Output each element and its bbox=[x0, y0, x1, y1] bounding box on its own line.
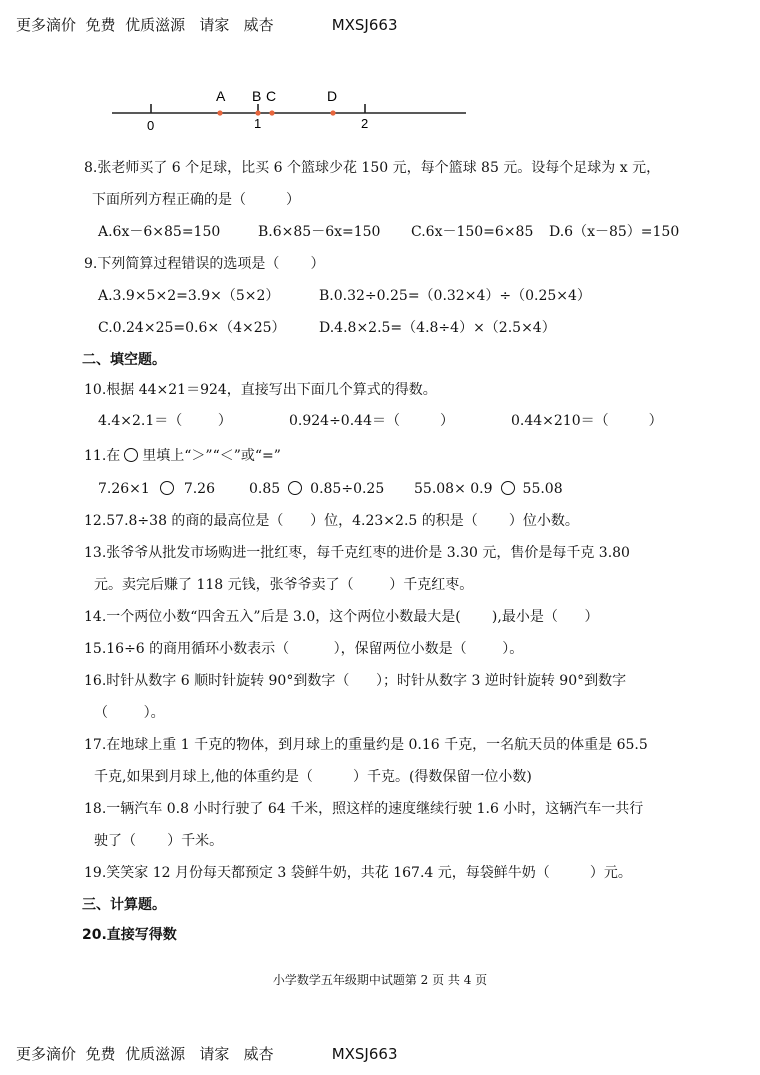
q11-item-2-left: 0.85 bbox=[249, 481, 281, 497]
watermark-top bbox=[16, 14, 397, 35]
q16-line1: 16.时针从数字 6 顺时针旋转 90°到数字（ ）；时针从数字 3 逆时针旋转 90°到数字 bbox=[84, 673, 627, 689]
q11-item-1-left: 7.26×1 bbox=[98, 481, 150, 497]
q9-option-a: A.3.9×5×2=3.9×（5×2） bbox=[98, 288, 280, 304]
watermark-bottom bbox=[16, 1043, 397, 1064]
q11-suffix: 里填上“＞”“＜”或“=” bbox=[142, 448, 281, 464]
q9-option-b: B.0.32÷0.25=（0.32×4）÷（0.25×4） bbox=[319, 288, 591, 304]
q13-line1: 13.张爷爷从批发市场购进一批红枣，每千克红枣的进价是 3.30 元，售价是每千克 3.80 bbox=[84, 545, 630, 561]
point-d bbox=[330, 110, 335, 115]
q8-line2: 下面所列方程正确的是（ ） bbox=[92, 192, 301, 208]
q10-item-1: 4.4×2.1＝（ ） bbox=[98, 413, 232, 429]
circle-icon bbox=[160, 481, 174, 495]
number-line bbox=[110, 86, 470, 136]
point-c bbox=[269, 110, 274, 115]
q9-line1: 9.下列简算过程错误的选项是（ ） bbox=[84, 256, 325, 272]
circle-icon bbox=[288, 481, 302, 495]
q11-item-3-left: 55.08× 0.9 bbox=[414, 481, 493, 497]
q19-line1: 19.笑笑家 12 月份每天都预定 3 袋鲜牛奶，共花 167.4 元，每袋鲜牛奶（ ）元。 bbox=[84, 865, 632, 881]
q10-item-2: 0.924÷0.44＝（ ） bbox=[289, 413, 455, 429]
point-label-b: B bbox=[252, 88, 262, 104]
section-fill-in: 二、填空题。 bbox=[82, 352, 166, 368]
q17-line1: 17.在地球上重 1 千克的物体，到月球上的重量约是 0.16 千克，一名航天员的体重是 65.5 bbox=[84, 737, 648, 753]
q11-item-3 bbox=[414, 479, 563, 499]
q10-line1: 10.根据 44×21＝924，直接写出下面几个算式的得数。 bbox=[84, 382, 437, 398]
q18-line1: 18.一辆汽车 0.8 小时行驶了 64 千米，照这样的速度继续行驶 1.6 小时，这辆汽车一共行 bbox=[84, 801, 644, 817]
point-b bbox=[255, 110, 260, 115]
circle-icon bbox=[124, 448, 138, 462]
q8-option-b: B.6×85－6x=150 bbox=[258, 224, 381, 240]
q9-option-c: C.0.24×25=0.6×（4×25） bbox=[98, 320, 286, 336]
q16-line2: （ ）。 bbox=[94, 705, 165, 721]
q18-line2: 驶了（ ）千米。 bbox=[94, 833, 224, 849]
q14-line1: 14.一个两位小数“四舍五入”后是 3.0，这个两位小数最大是( ),最小是（ ） bbox=[84, 609, 599, 625]
watermark-code: MXSJ663 bbox=[331, 1045, 398, 1063]
tick-label-0: 0 bbox=[147, 118, 155, 133]
q11-item-2 bbox=[249, 479, 384, 499]
q10-item-3: 0.44×210＝（ ） bbox=[511, 413, 663, 429]
q12-line1: 12.57.8÷38 的商的最高位是（ ）位，4.23×2.5 的积是（ ）位小数。 bbox=[84, 513, 579, 529]
q17-line2: 千克,如果到月球上,他的体重约是（ ）千克。(得数保留一位小数) bbox=[94, 769, 532, 785]
q11-item-1-right: 7.26 bbox=[183, 481, 215, 497]
watermark-text: 更多滴价 免费 优质滋源 请家 威杏 bbox=[16, 1045, 274, 1063]
q8-option-a: A.6x－6×85=150 bbox=[98, 224, 221, 240]
q8-line1: 8.张老师买了 6 个足球，比买 6 个篮球少花 150 元，每个篮球 85 元。设每个足球为 x 元， bbox=[84, 160, 661, 176]
watermark-code: MXSJ663 bbox=[331, 16, 398, 34]
q9-option-d: D.4.8×2.5=（4.8÷4）×（2.5×4） bbox=[319, 320, 556, 336]
section-calculation: 三、计算题。 bbox=[82, 897, 166, 913]
q11-line1 bbox=[84, 446, 281, 466]
q15-line1: 15.16÷6 的商用循环小数表示（ ），保留两位小数是（ ）。 bbox=[84, 641, 524, 657]
tick-label-2: 2 bbox=[361, 116, 369, 131]
point-a bbox=[217, 110, 222, 115]
q11-item-3-right: 55.08 bbox=[522, 481, 563, 497]
point-label-d: D bbox=[327, 88, 338, 104]
circle-icon bbox=[501, 481, 515, 495]
page-footer: 小学数学五年级期中试题第 2 页 共 4 页 bbox=[272, 973, 488, 987]
q8-option-c: C.6x－150=6×85 bbox=[411, 224, 534, 240]
q8-option-d: D.6（x－85）=150 bbox=[549, 224, 680, 240]
tick-label-1: 1 bbox=[254, 116, 262, 131]
q11-prefix: 11.在 bbox=[84, 448, 121, 464]
point-label-c: C bbox=[266, 88, 277, 104]
watermark-text: 更多滴价 免费 优质滋源 请家 威杏 bbox=[16, 16, 274, 34]
q13-line2: 元。卖完后赚了 118 元钱，张爷爷卖了（ ）千克红枣。 bbox=[94, 577, 474, 593]
q11-item-1 bbox=[98, 479, 215, 499]
q20-title: 20.直接写得数 bbox=[82, 927, 177, 943]
point-label-a: A bbox=[216, 88, 226, 104]
q11-item-2-right: 0.85÷0.25 bbox=[310, 481, 385, 497]
